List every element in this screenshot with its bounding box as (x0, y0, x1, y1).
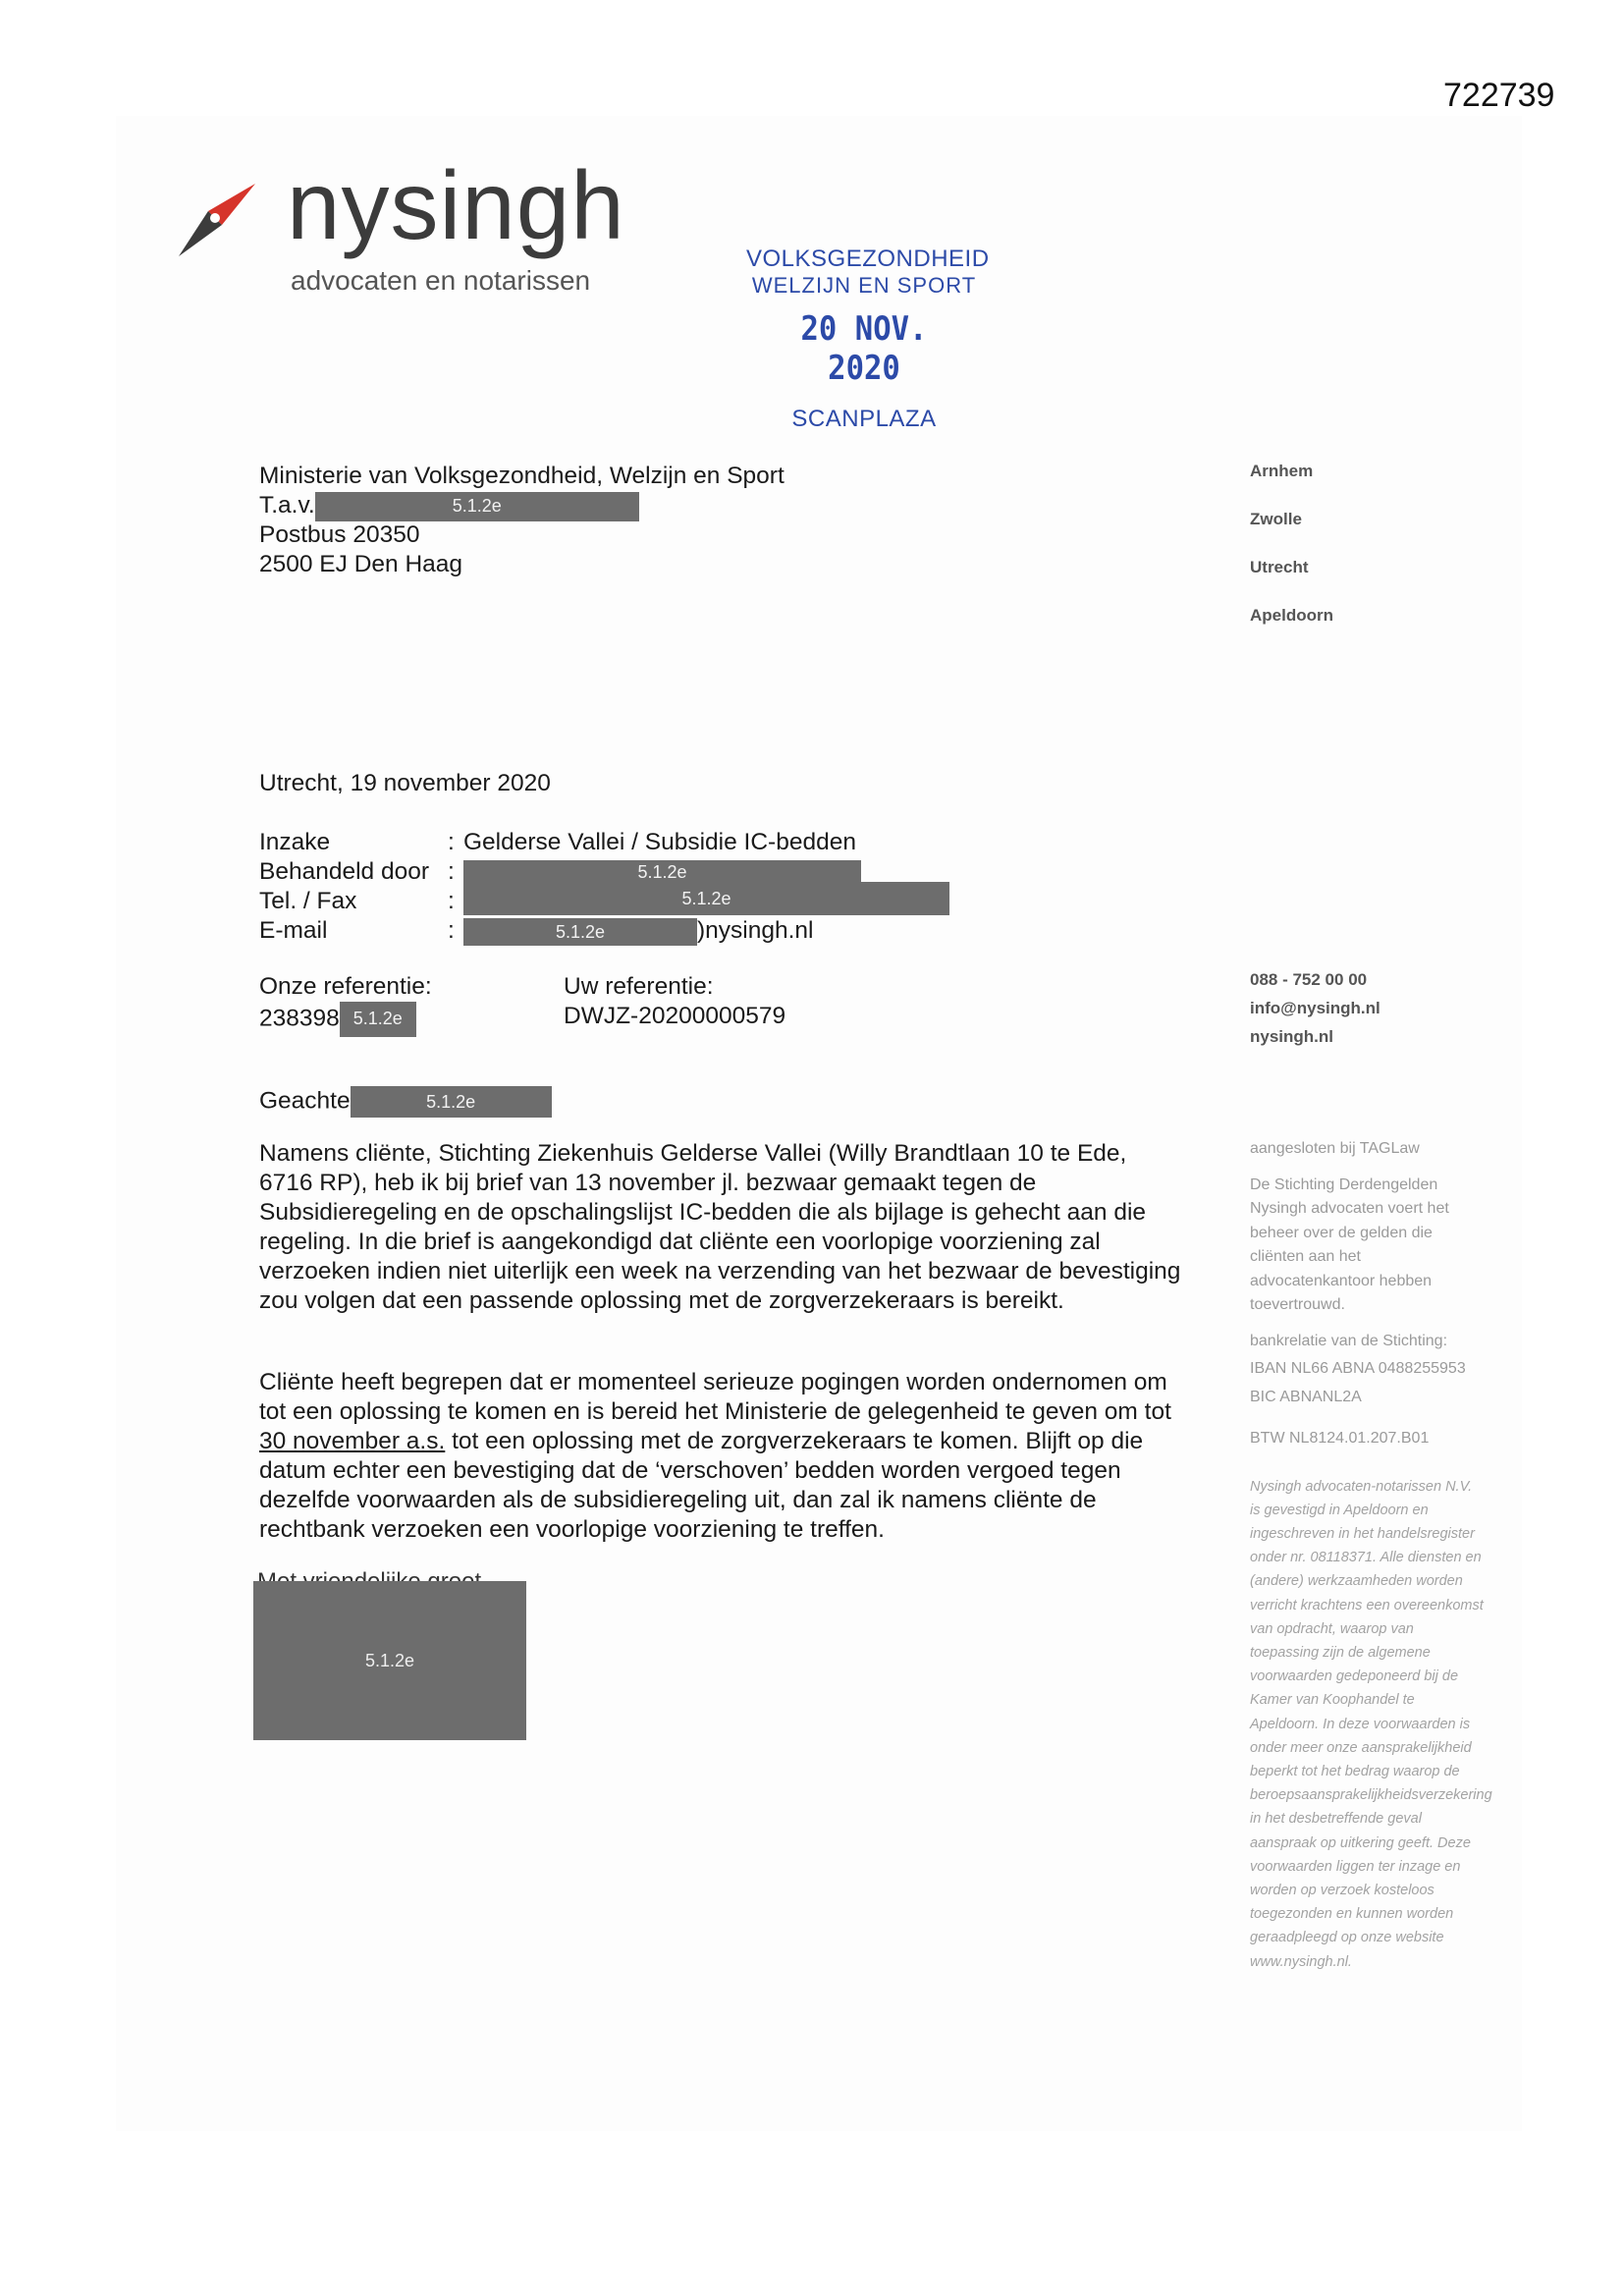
legal-sidebar (1250, 1137, 1492, 1974)
body-paragraph-1: Namens cliënte, Stichting Ziekenhuis Gelderse Vallei (Willy Brandtlaan 10 te Ede, 6716 RP), heb ik bij brief van 13 november jl. bezwaar gemaakt tegen de Subsidieregeling en de opschalingslijst IC-bedden die als bijlage is gehecht aan die regeling. In die brief is aangekondigd dat cliënte een voorlopige voorziening zal verzoeken indien niet uiterlijk een week na verzending van het bezwaar de bevestiging zou volgen dat een passende oplossing met de zorgverzekeraars is bereikt. (259, 1140, 1181, 1314)
email-suffix: )nysingh.nl (697, 917, 814, 944)
derdengelden-note: De Stichting Derdengelden Nysingh advocaten voert het beheer over de gelden die cliënten aan het advocatenkantoor hebben toevertrouwd. (1250, 1175, 1449, 1313)
redaction-box: 5.1.2e (351, 1086, 552, 1118)
stamp-ministry: VOLKSGEZONDHEID (746, 246, 990, 272)
redaction-box: 5.1.2e (463, 882, 949, 915)
meta-row-behandeld: Behandeld door : 5.1.2e (259, 857, 949, 887)
contact-block (1250, 970, 1486, 1056)
salutation (259, 1086, 552, 1118)
legal-terms: Nysingh advocaten-notarissen N.V. is gevestigd in Apeldoorn en ingeschreven in het handelsregister onder nr. 08118371. Alle diensten en (andere) werkzaamheden worden verricht krachtens een overeenkomst van opdracht, waarop van toepassing zijn de algemene voorwaarden gedeponeerd bij de Kamer van Koophandel te Apeldoorn. In deze voorwaarden is onder meer onze aansprakelijkheid beperkt tot het bedrag waarop de beroepsaansprakelijkheidsverzekering in het desbetreffende geval aanspraak op uitkering geeft. Deze voorwaarden liggen ter inzage en worden op verzoek kosteloos toegezonden en kunnen worden geraadpleegd op onze website www.nysingh.nl. (1250, 1478, 1492, 1970)
bank-iban: IBAN NL66 ABNA 0488255953 (1250, 1360, 1466, 1377)
our-reference (259, 972, 573, 1037)
inzake-value: Gelderse Vallei / Subsidie IC-bedden (463, 829, 856, 855)
our-reference-label: Onze referentie: (259, 973, 432, 1000)
tav-label: T.a.v. (259, 492, 315, 519)
our-reference-value: 238398 (259, 1005, 340, 1032)
letter-meta (259, 828, 949, 946)
office-item: Utrecht (1250, 558, 1309, 576)
your-reference-label: Uw referentie: (564, 973, 714, 1000)
stamp-ministry-sub: WELZIJN EN SPORT (751, 273, 977, 298)
logo-wordmark: nysingh (287, 151, 625, 259)
received-stamp (746, 246, 990, 433)
signature-redaction: 5.1.2e (253, 1581, 526, 1740)
body-paragraph-2: Cliënte heeft begrepen dat er momenteel serieuze pogingen worden ondernomen om tot een oplossing te komen en is bereid het Ministerie de gelegenheid te geven om tot 30 november a.s. tot een oplossing met de zorgverzekeraars te komen. Blijft op die datum echter een bevestiging dat de ‘verschoven’ bedden worden vergoed tegen dezelfde voorwaarden als de subsidieregeling uit, dan zal ik namens cliënte de rechtbank verzoeken een voorlopige voorziening te treffen. (259, 1369, 1171, 1543)
bank-bic: BIC ABNANL2A (1250, 1388, 1362, 1405)
meta-row-tel: Tel. / Fax : 5.1.2e (259, 887, 949, 916)
recipient-address (259, 462, 785, 579)
your-reference (564, 972, 878, 1031)
office-item: Zwolle (1250, 510, 1302, 528)
redaction-box: 5.1.2e (340, 1002, 416, 1037)
redaction-box: 5.1.2e (463, 860, 861, 886)
address-tav (259, 491, 785, 520)
bank-label: bankrelatie van de Stichting: (1250, 1332, 1448, 1349)
stamp-date: 20 NOV. 2020 (800, 309, 928, 388)
letter-date: Utrecht, 19 november 2020 (259, 770, 551, 796)
salutation-text: Geachte (259, 1087, 351, 1115)
closing-partial (257, 1567, 493, 1581)
contact-phone: 088 - 752 00 00 (1250, 970, 1368, 989)
office-item: Arnhem (1250, 462, 1314, 480)
contact-website: nysingh.nl (1250, 1027, 1333, 1046)
meta-row-email: E-mail : 5.1.2e )nysingh.nl (259, 917, 814, 944)
deadline-date: 30 november a.s. (259, 1428, 446, 1454)
logo-tagline: advocaten en notarissen (291, 265, 591, 296)
contact-email: info@nysingh.nl (1250, 999, 1380, 1017)
office-list (1250, 462, 1486, 654)
compass-logo-icon (179, 182, 255, 258)
your-reference-value: DWJZ-20200000579 (564, 1003, 786, 1029)
document-id: 722739 (1443, 77, 1555, 114)
office-item: Apeldoorn (1250, 606, 1333, 625)
stamp-scanplaza: SCANPLAZA (791, 406, 937, 432)
redaction-box: 5.1.2e (463, 918, 697, 946)
meta-row-inzake: Inzake : Gelderse Vallei / Subsidie IC-bedden (259, 829, 856, 855)
affiliation: aangesloten bij TAGLaw (1250, 1140, 1420, 1157)
address-line: Ministerie van Volksgezondheid, Welzijn en Sport (259, 463, 785, 489)
address-line: Postbus 20350 (259, 521, 420, 548)
address-line: 2500 EJ Den Haag (259, 551, 463, 577)
btw-number: BTW NL8124.01.207.B01 (1250, 1430, 1430, 1447)
redaction-box: 5.1.2e (315, 492, 639, 521)
